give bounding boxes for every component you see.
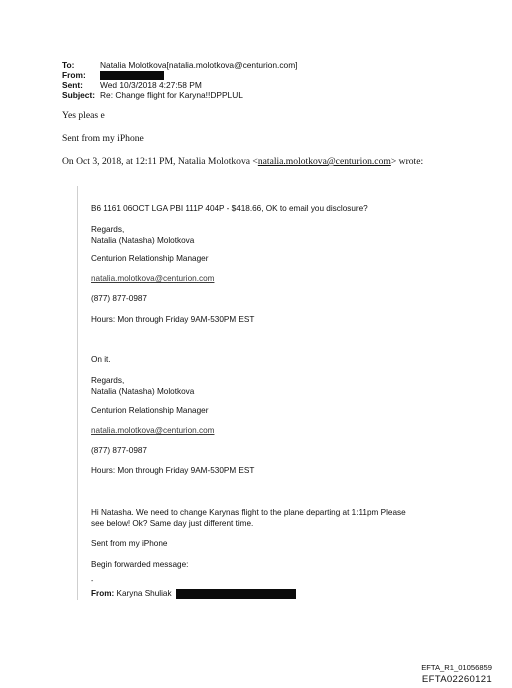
msg2-name: Natalia (Natasha) Molotkova [91,387,195,396]
msg2-hours: Hours: Mon through Friday 9AM-530PM EST [91,466,255,475]
attribution-email-link[interactable]: natalia.molotkova@centurion.com [257,156,391,167]
subject-value: Re: Change flight for Karyna!!DPPLUL [100,90,243,100]
fwd-from-value: Karyna Shuliak [116,589,172,599]
msg3-forwarded: Begin forwarded message: [91,560,189,569]
bates-large: EFTA02260121 [421,674,492,685]
msg1-hours: Hours: Mon through Friday 9AM-530PM EST [91,315,255,324]
msg3-dash: - [91,578,94,585]
to-label: To: [62,60,75,70]
from-label: From: [62,70,86,80]
reply-signature: Sent from my iPhone [62,133,144,144]
msg2-regards: Regards, [91,376,125,385]
sent-value: Wed 10/3/2018 4:27:58 PM [100,80,202,90]
attribution-line [62,156,423,167]
from-redaction [100,71,164,80]
msg1-email-link[interactable]: natalia.molotkova@centurion.com [91,274,215,283]
to-value: Natalia Molotkova[natalia.molotkova@centurion.com] [100,60,298,70]
fwd-from-redaction [176,589,296,599]
msg3-line2: see below! Ok? Same day just different time. [91,519,254,528]
fwd-from-label: From: [91,589,115,599]
msg1-role: Centurion Relationship Manager [91,254,209,263]
msg3-iphone: Sent from my iPhone [91,539,168,548]
msg2-phone: (877) 877-0987 [91,446,147,455]
msg2-email-link[interactable]: natalia.molotkova@centurion.com [91,426,215,435]
attribution-prefix: On Oct 3, 2018, at 12:11 PM, Natalia Molotkova < [62,156,258,167]
fwd-from-row [91,589,296,599]
reply-text: Yes pleas e [62,110,105,121]
msg3-line1: Hi Natasha. We need to change Karynas flight to the plane departing at 1:11pm Please [91,508,406,517]
msg1-name: Natalia (Natasha) Molotkova [91,236,195,245]
msg2-role: Centurion Relationship Manager [91,406,209,415]
msg1-regards: Regards, [91,225,125,234]
msg2-line: On it. [91,355,111,364]
sent-label: Sent: [62,80,83,90]
quote-rule [77,186,78,600]
bates-small: EFTA_R1_01056859 [421,663,492,672]
msg1-phone: (877) 877-0987 [91,294,147,303]
attribution-suffix: > wrote: [390,156,424,167]
subject-label: Subject: [62,90,96,100]
msg1-line: B6 1161 06OCT LGA PBI 111P 404P - $418.66, OK to email you disclosure? [91,204,368,213]
